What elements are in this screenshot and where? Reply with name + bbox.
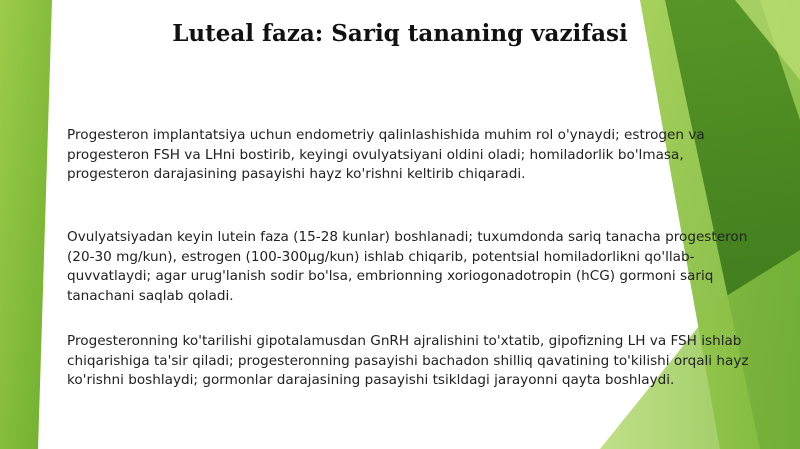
- paragraph-2: Ovulyatsiyadan keyin lutein faza (15-28 kunlar) boshlanadi; tuxumdonda sariq tanacha progesteron (20-30 mg/kun), estrogen (100-300μg/kun) ishlab chiqarib, potentsial homiladorlikni qo'llab-quvvatlaydi; agar urug'lanish sodir bo'lsa, embrionning xoriogonadotropin (hCG) gormoni sariq tanachani saqlab qoladi.: [67, 229, 748, 304]
- left-green-strip: [0, 0, 52, 449]
- paragraph-3: Progesteronning ko'tarilishi gipotalamusdan GnRH ajralishini to'xtatib, gipofizning LH va FSH ishlab chiqarishiga ta'sir qiladi; progesteronning pasayishi bachadon shilliq qavatining to'kilishi orqali hayz ko'rishni boshlaydi; gormonlar darajasining pasayishi tsikldagi jarayonni qayta boshlaydi.: [67, 333, 749, 388]
- paragraph-1: Progesteron implantatsiya uchun endometriy qalinlashishida muhim rol o'ynaydi; estrogen va progesteron FSH va LHni bostirib, keyingi ovulyatsiyani oldini oladi; homiladorlik bo'lmasa, progesteron darajasining pasayishi hayz ko'rishni keltirib chiqaradi.: [67, 127, 705, 182]
- slide-title: Luteal faza: Sariq tananing vazifasi: [172, 20, 628, 47]
